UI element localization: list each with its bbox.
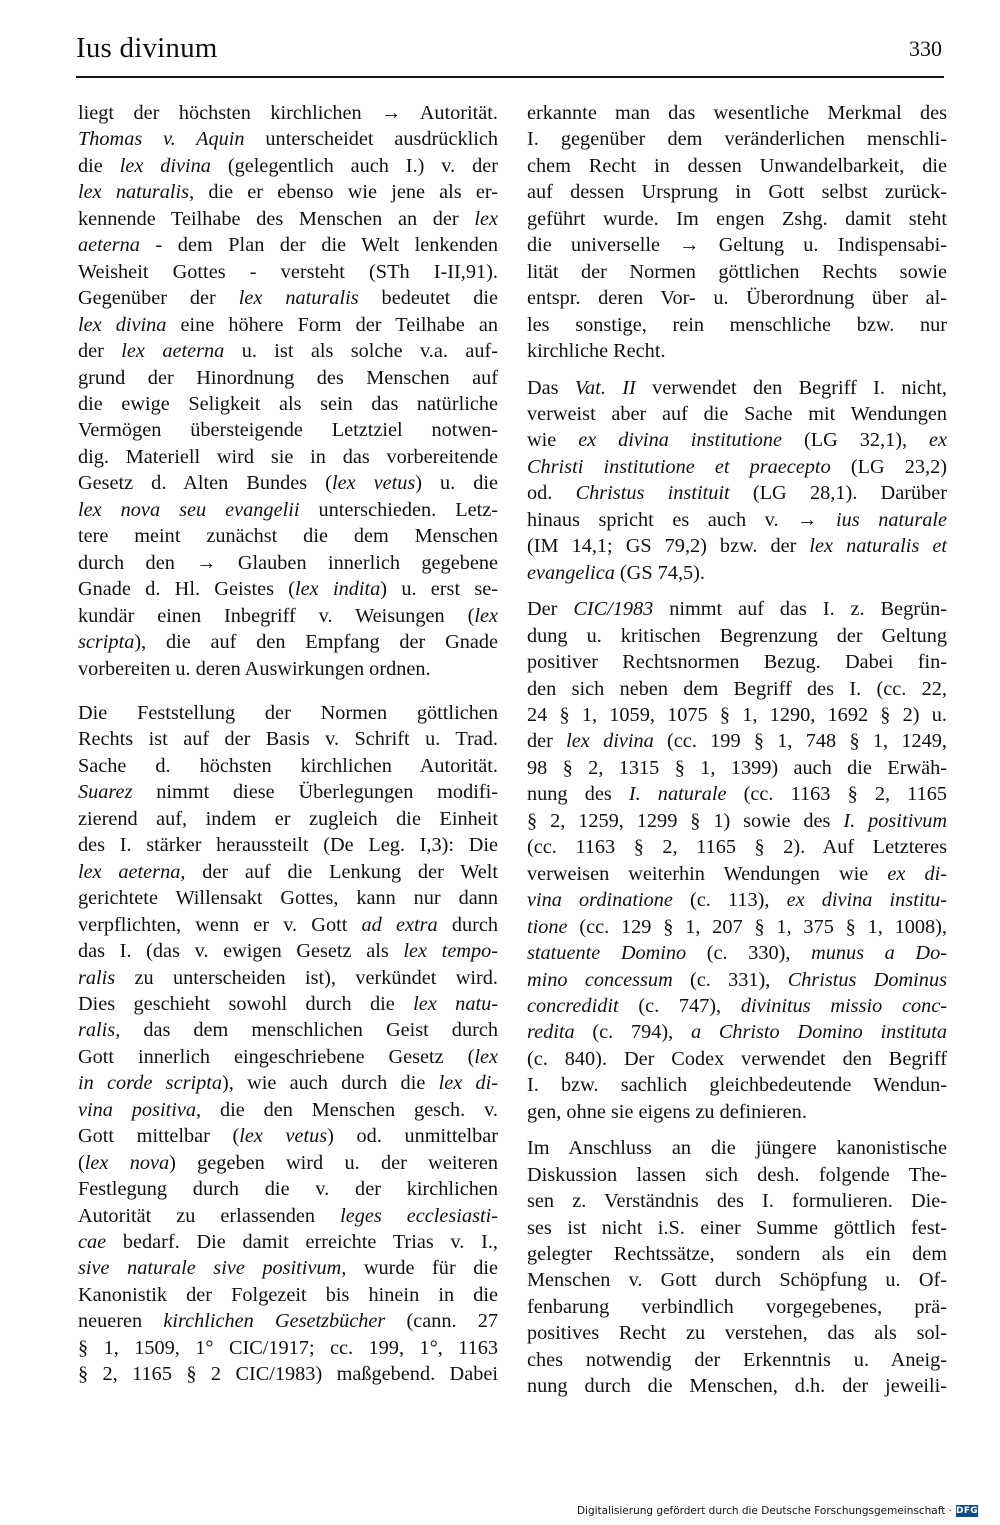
right-column bbox=[527, 100, 947, 1400]
text-line: § 2, 1259, 1299 § 1) sowie des I. positivum bbox=[527, 809, 947, 832]
text-line: § 2, 1165 § 2 CIC/1983) maßgebend. Dabei bbox=[78, 1363, 498, 1386]
text-line: zierend auf, indem er zugleich die Einheit bbox=[78, 807, 498, 830]
paragraph-spacing bbox=[527, 1125, 947, 1135]
text-line: 24 § 1, 1059, 1075 § 1, 1290, 1692 § 2) u. bbox=[527, 703, 947, 726]
text-line: I. bzw. sachlich gleichbedeutende Wendun- bbox=[527, 1074, 947, 1097]
text-line: die ewige Seligkeit als sein das natürliche bbox=[78, 392, 498, 415]
paragraph bbox=[527, 596, 947, 1125]
paragraph bbox=[527, 375, 947, 587]
text-line: entspr. deren Vor- u. Überordnung über al- bbox=[527, 287, 947, 310]
text-line: positiver Rechtsnormen Bezug. Dabei fin- bbox=[527, 651, 947, 674]
text-line: Weisheit Gottes - versteht (STh I-II,91). bbox=[78, 260, 498, 283]
running-title: Ius divinum bbox=[76, 32, 218, 64]
text-line: Die Feststellung der Normen göttlichen bbox=[78, 701, 498, 724]
text-line: nung des I. naturale (cc. 1163 § 2, 1165 bbox=[527, 783, 947, 806]
text-line: Gott mittelbar (lex vetus) od. unmittelbar bbox=[78, 1125, 498, 1148]
text-line: les sonstige, rein menschliche bzw. nur bbox=[527, 313, 947, 336]
text-line: Das Vat. II verwendet den Begriff I. nicht, bbox=[527, 376, 947, 399]
text-line: 98 § 2, 1315 § 1, 1399) auch die Erwäh- bbox=[527, 756, 947, 779]
text-line: ches notwendig der Erkenntnis u. Aneig- bbox=[527, 1348, 947, 1371]
text-line: (IM 14,1; GS 79,2) bzw. der lex naturalis et bbox=[527, 535, 947, 558]
text-line: gelegter Rechtssätze, sondern als ein dem bbox=[527, 1243, 947, 1266]
text-line: ralis zu unterscheiden ist), verkündet wird. bbox=[78, 966, 498, 989]
text-line: lex nova seu evangelii unterschieden. Letz- bbox=[78, 498, 498, 521]
text-line: ses ist nicht i.S. einer Summe göttlich fest- bbox=[527, 1216, 947, 1239]
text-line: gerichtete Willensakt Gottes, kann nur dann bbox=[78, 887, 498, 910]
text-line: od. Christus instituit (LG 28,1). Darüber bbox=[527, 482, 947, 505]
text-line: verweisen weiterhin Wendungen wie ex di- bbox=[527, 862, 947, 885]
text-line: chem Recht in dessen Unwandelbarkeit, die bbox=[527, 154, 947, 177]
text-line: § 1, 1509, 1° CIC/1917; cc. 199, 1°, 1163 bbox=[78, 1336, 498, 1359]
text-line: dig. Materiell wird sie in das vorbereitende bbox=[78, 445, 498, 468]
text-line: statuente Domino (c. 330), munus a Do- bbox=[527, 942, 947, 965]
paragraph bbox=[527, 100, 947, 365]
text-line: (c. 840). Der Codex verwendet den Begriff bbox=[527, 1047, 947, 1070]
text-line: vina positiva, die den Menschen gesch. v. bbox=[78, 1098, 498, 1121]
text-line: Diskussion lassen sich desh. folgende The- bbox=[527, 1163, 947, 1186]
text-line: den sich neben dem Begriff des I. (cc. 22, bbox=[527, 677, 947, 700]
text-line: Gesetz d. Alten Bundes (lex vetus) u. die bbox=[78, 472, 498, 495]
text-line: Menschen v. Gott durch Schöpfung u. Of- bbox=[527, 1269, 947, 1292]
text-line: die lex divina (gelegentlich auch I.) v. der bbox=[78, 154, 498, 177]
text-line: Christi institutione et praecepto (LG 23,2) bbox=[527, 455, 947, 478]
text-line: vorbereiten u. deren Auswirkungen ordnen. bbox=[78, 657, 431, 680]
text-line: des I. stärker heraussteilt (De Leg. I,3): Die bbox=[78, 834, 498, 857]
text-line: verweist aber auf die Sache mit Wendungen bbox=[527, 402, 947, 425]
text-line: scripta), die auf den Empfang der Gnade bbox=[78, 631, 498, 654]
text-line: wie ex divina institutione (LG 32,1), ex bbox=[527, 429, 947, 452]
text-line: Thomas v. Aquin unterscheidet ausdrücklich bbox=[78, 128, 499, 151]
text-line: (cc. 1163 § 2, 1165 § 2). Auf Letzteres bbox=[527, 836, 947, 859]
text-line: Im Anschluss an die jüngere kanonistische bbox=[527, 1137, 947, 1160]
text-line: liegt der höchsten kirchlichen → Autorität. bbox=[78, 102, 498, 124]
text-line: lität der Normen göttlichen Rechts sowie bbox=[527, 260, 947, 283]
text-line: die universelle → Geltung u. Indispensabi- bbox=[527, 234, 947, 257]
text-line: aeterna - dem Plan der die Welt lenkenden bbox=[78, 234, 498, 257]
paragraph bbox=[78, 700, 498, 1388]
text-line: geführt wurde. Im engen Zshg. damit steht bbox=[527, 207, 947, 230]
paragraph-spacing bbox=[527, 365, 947, 375]
text-line: Sache d. höchsten kirchlichen Autorität. bbox=[78, 754, 498, 777]
text-line: vina ordinatione (c. 113), ex divina institu- bbox=[527, 889, 948, 912]
text-line: Vermögen übersteigende Letztziel notwen- bbox=[78, 419, 498, 442]
text-line: Der CIC/1983 nimmt auf das I. z. Begrün- bbox=[527, 598, 947, 621]
text-line: durch den → Glauben innerlich gegebene bbox=[78, 551, 498, 574]
paragraph bbox=[78, 100, 498, 682]
text-line: Rechts ist auf der Basis v. Schrift u. Trad. bbox=[78, 728, 498, 751]
text-line: lex aeterna, der auf die Lenkung der Welt bbox=[78, 860, 499, 883]
text-line: der lex divina (cc. 199 § 1, 748 § 1, 1249, bbox=[527, 730, 947, 753]
paragraph bbox=[527, 1135, 947, 1400]
text-line: Festlegung durch die v. der kirchlichen bbox=[78, 1178, 498, 1201]
text-line: Suarez nimmt diese Überlegungen modifi- bbox=[78, 781, 498, 804]
text-line: kirchliche Recht. bbox=[527, 340, 666, 363]
text-line: Kanonistik der Folgezeit bis hinein in die bbox=[78, 1283, 498, 1306]
text-line: hinaus spricht es auch v. → ius naturale bbox=[527, 508, 947, 531]
text-line: fenbarung verbindlich vorgegebenes, prä- bbox=[527, 1295, 947, 1318]
footer-credit bbox=[577, 1505, 978, 1517]
text-line: gen, ohne sie eigens zu definieren. bbox=[527, 1100, 807, 1123]
text-line: I. gegenüber dem veränderlichen menschli- bbox=[527, 128, 947, 151]
text-line: erkannte man das wesentliche Merkmal des bbox=[527, 102, 947, 124]
text-line: grund der Hinordnung des Menschen auf bbox=[78, 366, 498, 389]
page-header bbox=[76, 26, 944, 78]
text-line: sen z. Verständnis des I. formulieren. Die- bbox=[527, 1190, 947, 1213]
text-line: der lex aeterna u. ist als solche v.a. auf- bbox=[78, 340, 498, 363]
text-line: redita (c. 794), a Christo Domino instituta bbox=[527, 1021, 947, 1044]
text-line: Gnade d. Hl. Geistes (lex indita) u. erst se- bbox=[78, 578, 499, 601]
text-line: dung u. kritischen Begrenzung der Geltung bbox=[527, 624, 947, 647]
text-line: kennende Teilhabe des Menschen an der lex bbox=[78, 207, 498, 230]
dfg-logo: DFG bbox=[956, 1506, 978, 1516]
text-line: positives Recht zu verstehen, das als sol- bbox=[527, 1322, 947, 1345]
text-line: concredidit (c. 747), divinitus missio conc- bbox=[527, 994, 947, 1017]
text-line: ralis, das dem menschlichen Geist durch bbox=[78, 1019, 498, 1042]
text-line: Dies geschieht sowohl durch die lex natu- bbox=[78, 992, 498, 1015]
text-line: kundär einen Inbegriff v. Weisungen (lex bbox=[78, 604, 498, 627]
text-line: evangelica (GS 74,5). bbox=[527, 561, 705, 584]
text-line: neueren kirchlichen Gesetzbücher (cann. 27 bbox=[78, 1310, 498, 1333]
text-line: lex naturalis, die er ebenso wie jene als er- bbox=[78, 181, 498, 204]
paragraph-spacing bbox=[527, 586, 947, 596]
page-number: 330 bbox=[909, 36, 942, 61]
text-line: tione (cc. 129 § 1, 207 § 1, 375 § 1, 1008), bbox=[527, 915, 947, 938]
text-line: Gott innerlich eingeschriebene Gesetz (lex bbox=[78, 1045, 498, 1068]
text-line: nung durch die Menschen, d.h. der jeweili- bbox=[527, 1375, 947, 1398]
left-column bbox=[78, 100, 498, 1388]
footer-text: Digitalisierung gefördert durch die Deutsche Forschungsgemeinschaft · bbox=[576, 1505, 952, 1517]
text-line: in corde scripta), wie auch durch die lex di- bbox=[78, 1072, 499, 1095]
text-line: verpflichten, wenn er v. Gott ad extra durch bbox=[78, 913, 499, 936]
text-line: sive naturale sive positivum, wurde für die bbox=[78, 1257, 498, 1280]
text-line: lex divina eine höhere Form der Teilhabe an bbox=[78, 313, 499, 336]
text-line: mino concessum (c. 331), Christus Dominus bbox=[527, 968, 947, 991]
text-line: das I. (das v. ewigen Gesetz als lex tempo- bbox=[78, 940, 498, 963]
text-line: Gegenüber der lex naturalis bedeutet die bbox=[78, 287, 498, 310]
text-line: auf dessen Ursprung in Gott selbst zurück- bbox=[527, 181, 947, 204]
text-line: (lex nova) gegeben wird u. der weiteren bbox=[78, 1151, 498, 1174]
text-line: tere meint zunächst die dem Menschen bbox=[78, 525, 498, 548]
text-line: cae bedarf. Die damit erreichte Trias v. I., bbox=[78, 1231, 498, 1254]
paragraph-spacing bbox=[78, 682, 498, 700]
text-line: Autorität zu erlassenden leges ecclesiasti- bbox=[78, 1204, 498, 1227]
